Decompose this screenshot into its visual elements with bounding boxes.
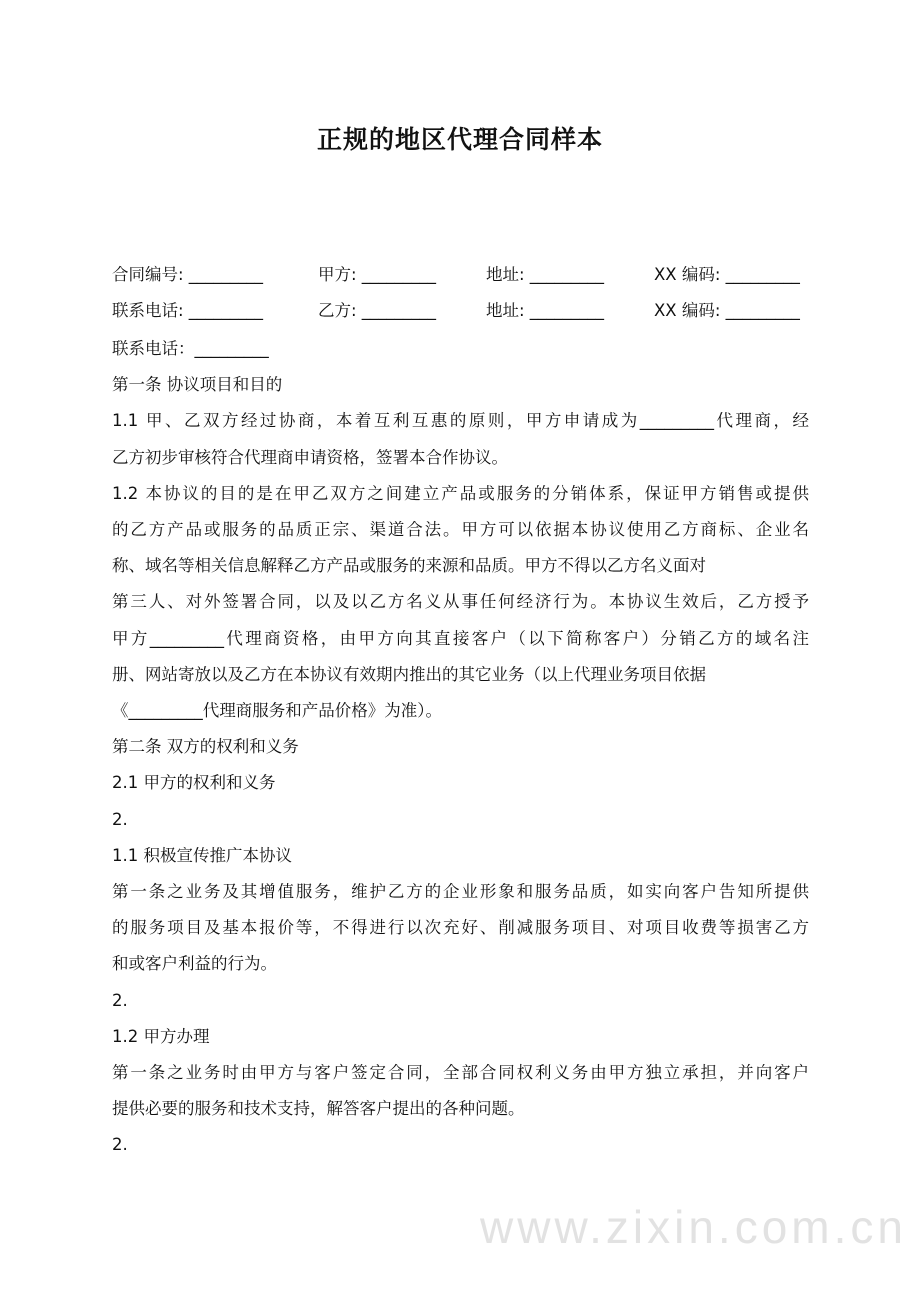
paragraph-line: 甲方_________代理商资格，由甲方向其直接客户（以下简称客户）分销乙方的域名注 xyxy=(112,628,809,648)
paragraph-line: 2. xyxy=(112,809,128,829)
paragraph-line: 1.2 本协议的目的是在甲乙双方之间建立产品或服务的分销体系，保证甲方销售或提供 xyxy=(112,483,809,503)
header-field: 地址: _________ xyxy=(486,265,605,284)
paragraph-line: 联系电话：_________ xyxy=(112,339,269,358)
paragraph-line: 和或客户利益的行为。 xyxy=(112,954,277,974)
header-field: 甲方: _________ xyxy=(318,265,437,284)
paragraph-line: 第一条之业务时由甲方与客户签定合同，全部合同权利义务由甲方独立承担，并向客户 xyxy=(112,1063,809,1082)
paragraph-line: 的服务项目及基本报价等，不得进行以次充好、削减服务项目、对项目收费等损害乙方 xyxy=(112,918,809,938)
header-field: XX 编码: _________ xyxy=(654,265,800,284)
paragraph-line: 2.1 甲方的权利和义务 xyxy=(112,773,276,793)
paragraph-line: 1.1 积极宣传推广本协议 xyxy=(112,845,292,865)
paragraph-line: 称、域名等相关信息解释乙方产品或服务的来源和品质。甲方不得以乙方名义面对 xyxy=(112,556,706,576)
header-field: 联系电话: _________ xyxy=(112,301,264,320)
watermark: www.zixin.com.cn xyxy=(480,1201,907,1253)
document-title: 正规的地区代理合同样本 xyxy=(316,125,603,154)
paragraph-line: 第三人、对外签署合同，以及以乙方名义从事任何经济行为。本协议生效后，乙方授予 xyxy=(112,592,809,612)
paragraph-line: 乙方初步审核符合代理商申请资格，签署本合作协议。 xyxy=(112,447,508,467)
paragraph-line: 《_________代理商服务和产品价格》为准）。 xyxy=(112,701,442,720)
header-field: 地址: _________ xyxy=(486,301,605,320)
paragraph-line: 1.1 甲、乙双方经过协商，本着互利互惠的原则，甲方申请成为_________代理商，经 xyxy=(112,411,809,431)
paragraph-line: 2. xyxy=(112,1135,128,1155)
header-field: XX 编码: _________ xyxy=(654,301,800,320)
header-field: 乙方: _________ xyxy=(318,301,437,320)
paragraph-line: 第一条之业务及其增值服务，维护乙方的企业形象和服务品质，如实向客户告知所提供 xyxy=(112,882,809,901)
paragraph-line: 的乙方产品或服务的品质正宗、渠道合法。甲方可以依据本协议使用乙方商标、企业名 xyxy=(112,520,809,539)
paragraph-line: 1.2 甲方办理 xyxy=(112,1026,210,1046)
paragraph-line: 第二条 双方的权利和义务 xyxy=(112,737,299,757)
header-field: 合同编号: _________ xyxy=(112,265,264,284)
paragraph-line: 第一条 协议项目和目的 xyxy=(112,375,283,395)
paragraph-line: 提供必要的服务和技术支持，解答客户提出的各种问题。 xyxy=(112,1099,525,1119)
paragraph-line: 册、网站寄放以及乙方在本协议有效期内推出的其它业务（以上代理业务项目依据 xyxy=(112,664,706,684)
paragraph-line: 2. xyxy=(112,990,128,1010)
